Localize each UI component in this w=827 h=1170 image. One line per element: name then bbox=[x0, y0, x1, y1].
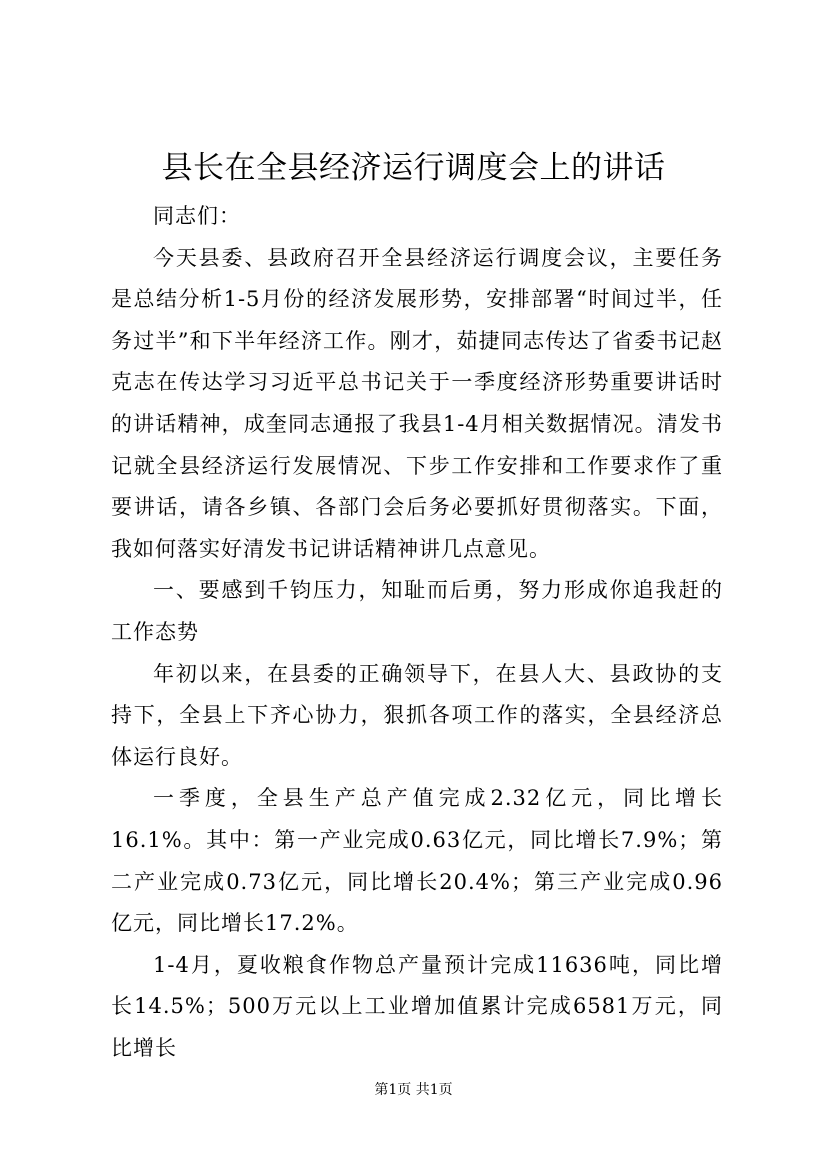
body-paragraph: 今天县委、县政府召开全县经济运行调度会议，主要任务是总结分析1-5月份的经济发展形势，安排部署“时间过半，任务过半”和下半年经济工作。刚才，茹捷同志传达了省委书记赵克志在传达学习习近平总书记关于一季度经济形势重要讲话时的讲话精神，成奎同志通报了我县1-4月相关数据情况。清发书记就全县经济运行发展情况、下步工作安排和工作要求作了重要讲话，请各乡镇、各部门会后务必要抓好贯彻落实。下面，我如何落实好清发书记讲话精神讲几点意见。 bbox=[111, 245, 723, 561]
salutation: 同志们： bbox=[153, 204, 241, 228]
body-paragraph: 年初以来，在县委的正确领导下，在县人大、县政协的支持下，全县上下齐心协力，狠抓各项工作的落实，全县经济总体运行良好。 bbox=[111, 661, 723, 769]
page-footer: 第1页 共1页 bbox=[374, 1082, 453, 1098]
section-heading: 一、要感到千钧压力，知耻而后勇，努力形成你追我赶的工作态势 bbox=[111, 578, 723, 644]
document-title: 县长在全县经济运行调度会上的讲话 bbox=[161, 150, 666, 186]
document-body bbox=[111, 196, 723, 1069]
body-paragraph: 一季度，全县生产总产值完成2.32亿元，同比增长16.1%。其中：第一产业完成0.63亿元，同比增长7.9%；第二产业完成0.73亿元，同比增长20.4%；第三产业完成0.96亿元，同比增长17.2%。 bbox=[111, 786, 723, 936]
body-paragraph: 1-4月，夏收粮食作物总产量预计完成11636吨，同比增长14.5%；500万元以上工业增加值累计完成6581万元，同比增长 bbox=[111, 952, 723, 1060]
